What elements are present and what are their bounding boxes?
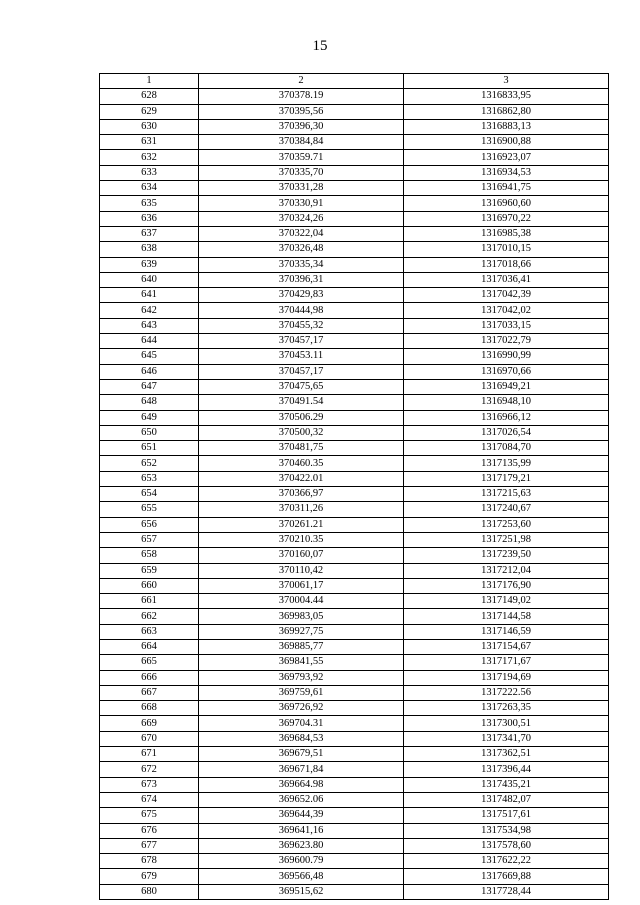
y-coordinate-cell: 1317171,67 [404,655,609,670]
table-row [100,119,609,134]
y-coordinate-cell: 1317084,70 [404,441,609,456]
y-coordinate-cell: 1316862,80 [404,104,609,119]
table-row [100,823,609,838]
y-coordinate-cell: 1317341,70 [404,731,609,746]
x-coordinate-cell: 370335,70 [199,165,404,180]
point-number-cell: 667 [100,685,199,700]
table-row [100,731,609,746]
column-header-1: 1 [100,74,199,89]
table-row [100,395,609,410]
y-coordinate-cell: 1316960,60 [404,196,609,211]
table-row [100,181,609,196]
y-coordinate-cell: 1317022,79 [404,334,609,349]
x-coordinate-cell: 370457,17 [199,364,404,379]
column-header-3: 3 [404,74,609,89]
y-coordinate-cell: 1316833,95 [404,89,609,104]
x-coordinate-cell: 370396,31 [199,272,404,287]
table-row [100,624,609,639]
table-row [100,716,609,731]
table-header-row [100,74,609,89]
point-number-cell: 652 [100,456,199,471]
x-coordinate-cell: 370359.71 [199,150,404,165]
x-coordinate-cell: 369671,84 [199,762,404,777]
x-coordinate-cell: 370004.44 [199,594,404,609]
point-number-cell: 678 [100,854,199,869]
table-row [100,135,609,150]
x-coordinate-cell: 370335,34 [199,257,404,272]
table-row [100,104,609,119]
table-row [100,502,609,517]
table-row [100,318,609,333]
point-number-cell: 666 [100,670,199,685]
y-coordinate-cell: 1317010,15 [404,242,609,257]
y-coordinate-cell: 1317018,66 [404,257,609,272]
y-coordinate-cell: 1317240,67 [404,502,609,517]
y-coordinate-cell: 1317026,54 [404,425,609,440]
point-number-cell: 672 [100,762,199,777]
point-number-cell: 661 [100,594,199,609]
y-coordinate-cell: 1316883,13 [404,119,609,134]
point-number-cell: 660 [100,578,199,593]
y-coordinate-cell: 1317263,35 [404,701,609,716]
point-number-cell: 633 [100,165,199,180]
x-coordinate-cell: 369793,92 [199,670,404,685]
y-coordinate-cell: 1317578,60 [404,838,609,853]
point-number-cell: 641 [100,288,199,303]
y-coordinate-cell: 1316966,12 [404,410,609,425]
x-coordinate-cell: 369652.06 [199,792,404,807]
y-coordinate-cell: 1317144,58 [404,609,609,624]
x-coordinate-cell: 369759,61 [199,685,404,700]
x-coordinate-cell: 370160,07 [199,548,404,563]
table-row [100,226,609,241]
table-row [100,747,609,762]
y-coordinate-cell: 1317042,02 [404,303,609,318]
x-coordinate-cell: 370261.21 [199,517,404,532]
point-number-cell: 638 [100,242,199,257]
point-number-cell: 674 [100,792,199,807]
y-coordinate-cell: 1317253,60 [404,517,609,532]
table-row [100,701,609,716]
y-coordinate-cell: 1317215,63 [404,487,609,502]
table-row [100,410,609,425]
point-number-cell: 642 [100,303,199,318]
point-number-cell: 632 [100,150,199,165]
point-number-cell: 662 [100,609,199,624]
table-row [100,349,609,364]
x-coordinate-cell: 370500,32 [199,425,404,440]
table-row [100,211,609,226]
x-coordinate-cell: 369600.79 [199,854,404,869]
point-number-cell: 646 [100,364,199,379]
x-coordinate-cell: 369684,53 [199,731,404,746]
point-number-cell: 645 [100,349,199,364]
point-number-cell: 664 [100,639,199,654]
table-row [100,884,609,899]
y-coordinate-cell: 1317194,69 [404,670,609,685]
table-row [100,379,609,394]
y-coordinate-cell: 1316970,22 [404,211,609,226]
x-coordinate-cell: 370453.11 [199,349,404,364]
point-number-cell: 653 [100,471,199,486]
x-coordinate-cell: 370110,42 [199,563,404,578]
y-coordinate-cell: 1316900,88 [404,135,609,150]
coordinates-table [99,73,609,900]
x-coordinate-cell: 369726,92 [199,701,404,716]
point-number-cell: 630 [100,119,199,134]
point-number-cell: 671 [100,747,199,762]
point-number-cell: 673 [100,777,199,792]
table-body [100,89,609,900]
x-coordinate-cell: 370422.01 [199,471,404,486]
y-coordinate-cell: 1317728,44 [404,884,609,899]
x-coordinate-cell: 369623.80 [199,838,404,853]
table-row [100,532,609,547]
table-row [100,838,609,853]
point-number-cell: 657 [100,532,199,547]
x-coordinate-cell: 370061,17 [199,578,404,593]
table-row [100,594,609,609]
x-coordinate-cell: 370311,26 [199,502,404,517]
x-coordinate-cell: 370384,84 [199,135,404,150]
y-coordinate-cell: 1316941,75 [404,181,609,196]
y-coordinate-cell: 1317146,59 [404,624,609,639]
x-coordinate-cell: 370481,75 [199,441,404,456]
table-row [100,777,609,792]
x-coordinate-cell: 369566,48 [199,869,404,884]
point-number-cell: 649 [100,410,199,425]
y-coordinate-cell: 1317482,07 [404,792,609,807]
x-coordinate-cell: 370460.35 [199,456,404,471]
x-coordinate-cell: 369664.98 [199,777,404,792]
point-number-cell: 636 [100,211,199,226]
y-coordinate-cell: 1317222.56 [404,685,609,700]
y-coordinate-cell: 1317042,39 [404,288,609,303]
x-coordinate-cell: 370457,17 [199,334,404,349]
table-row [100,441,609,456]
y-coordinate-cell: 1317669,88 [404,869,609,884]
point-number-cell: 631 [100,135,199,150]
x-coordinate-cell: 370396,30 [199,119,404,134]
table-row [100,196,609,211]
y-coordinate-cell: 1317622,22 [404,854,609,869]
x-coordinate-cell: 369841,55 [199,655,404,670]
y-coordinate-cell: 1316934,53 [404,165,609,180]
table-row [100,517,609,532]
point-number-cell: 643 [100,318,199,333]
y-coordinate-cell: 1317239,50 [404,548,609,563]
table-row [100,639,609,654]
table-row [100,364,609,379]
x-coordinate-cell: 370331,28 [199,181,404,196]
point-number-cell: 650 [100,425,199,440]
x-coordinate-cell: 370429,83 [199,288,404,303]
y-coordinate-cell: 1317149,02 [404,594,609,609]
point-number-cell: 670 [100,731,199,746]
table-row [100,425,609,440]
table-row [100,854,609,869]
point-number-cell: 677 [100,838,199,853]
x-coordinate-cell: 370322,04 [199,226,404,241]
y-coordinate-cell: 1316970,66 [404,364,609,379]
y-coordinate-cell: 1317362,51 [404,747,609,762]
point-number-cell: 668 [100,701,199,716]
column-header-2: 2 [199,74,404,89]
y-coordinate-cell: 1316923,07 [404,150,609,165]
table-row [100,150,609,165]
point-number-cell: 665 [100,655,199,670]
point-number-cell: 663 [100,624,199,639]
point-number-cell: 680 [100,884,199,899]
x-coordinate-cell: 369515,62 [199,884,404,899]
table-row [100,685,609,700]
y-coordinate-cell: 1316990,99 [404,349,609,364]
point-number-cell: 647 [100,379,199,394]
y-coordinate-cell: 1317212,04 [404,563,609,578]
y-coordinate-cell: 1317435,21 [404,777,609,792]
point-number-cell: 634 [100,181,199,196]
point-number-cell: 628 [100,89,199,104]
point-number-cell: 637 [100,226,199,241]
table-row [100,456,609,471]
table-row [100,655,609,670]
point-number-cell: 635 [100,196,199,211]
point-number-cell: 679 [100,869,199,884]
y-coordinate-cell: 1317534,98 [404,823,609,838]
point-number-cell: 655 [100,502,199,517]
x-coordinate-cell: 370506.29 [199,410,404,425]
point-number-cell: 651 [100,441,199,456]
y-coordinate-cell: 1317135,99 [404,456,609,471]
y-coordinate-cell: 1317517,61 [404,808,609,823]
y-coordinate-cell: 1316985,38 [404,226,609,241]
x-coordinate-cell: 369885,77 [199,639,404,654]
table-row [100,303,609,318]
table-row [100,487,609,502]
x-coordinate-cell: 370378.19 [199,89,404,104]
x-coordinate-cell: 370324,26 [199,211,404,226]
x-coordinate-cell: 369644,39 [199,808,404,823]
point-number-cell: 656 [100,517,199,532]
point-number-cell: 654 [100,487,199,502]
table-row [100,471,609,486]
table-row [100,288,609,303]
table-row [100,670,609,685]
x-coordinate-cell: 370491.54 [199,395,404,410]
point-number-cell: 640 [100,272,199,287]
table-row [100,869,609,884]
y-coordinate-cell: 1317033,15 [404,318,609,333]
x-coordinate-cell: 369641,16 [199,823,404,838]
x-coordinate-cell: 369679,51 [199,747,404,762]
table-row [100,563,609,578]
table-row [100,165,609,180]
y-coordinate-cell: 1317036,41 [404,272,609,287]
x-coordinate-cell: 369927,75 [199,624,404,639]
x-coordinate-cell: 369704.31 [199,716,404,731]
table-row [100,548,609,563]
y-coordinate-cell: 1317251,98 [404,532,609,547]
y-coordinate-cell: 1316949,21 [404,379,609,394]
y-coordinate-cell: 1317300,51 [404,716,609,731]
point-number-cell: 675 [100,808,199,823]
x-coordinate-cell: 370210.35 [199,532,404,547]
point-number-cell: 659 [100,563,199,578]
point-number-cell: 629 [100,104,199,119]
table-row [100,578,609,593]
point-number-cell: 639 [100,257,199,272]
table-row [100,272,609,287]
x-coordinate-cell: 370395,56 [199,104,404,119]
y-coordinate-cell: 1316948,10 [404,395,609,410]
table-row [100,762,609,777]
table-row [100,808,609,823]
y-coordinate-cell: 1317396,44 [404,762,609,777]
x-coordinate-cell: 369983,05 [199,609,404,624]
x-coordinate-cell: 370475,65 [199,379,404,394]
x-coordinate-cell: 370330,91 [199,196,404,211]
table-row [100,89,609,104]
x-coordinate-cell: 370366,97 [199,487,404,502]
table-row [100,609,609,624]
point-number-cell: 676 [100,823,199,838]
y-coordinate-cell: 1317179,21 [404,471,609,486]
y-coordinate-cell: 1317176,90 [404,578,609,593]
table-row [100,242,609,257]
x-coordinate-cell: 370444,98 [199,303,404,318]
x-coordinate-cell: 370455,32 [199,318,404,333]
table-row [100,257,609,272]
point-number-cell: 648 [100,395,199,410]
page-number: 15 [312,38,328,54]
point-number-cell: 644 [100,334,199,349]
table-row [100,334,609,349]
table-row [100,792,609,807]
point-number-cell: 658 [100,548,199,563]
point-number-cell: 669 [100,716,199,731]
x-coordinate-cell: 370326,48 [199,242,404,257]
y-coordinate-cell: 1317154,67 [404,639,609,654]
